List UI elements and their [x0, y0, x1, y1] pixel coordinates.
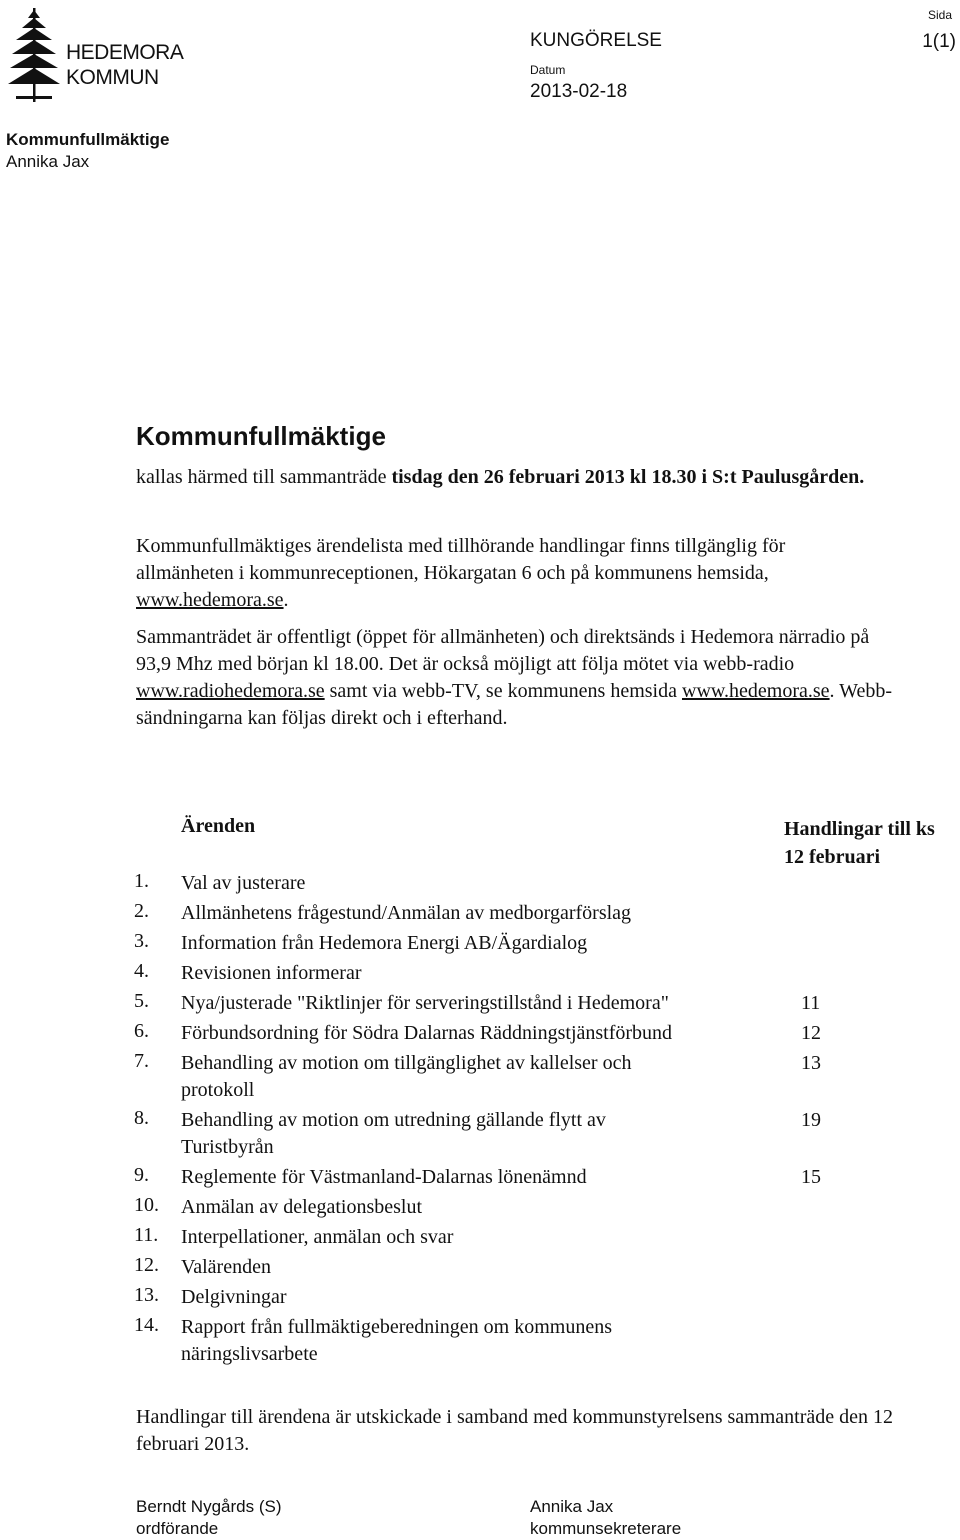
- item-ref: [801, 960, 851, 987]
- item-text: Revisionen informerar: [181, 962, 362, 984]
- list-item: [134, 1314, 854, 1368]
- list-item: [134, 900, 854, 927]
- item-text: Nya/justerade "Riktlinjer för serveringstillstånd i Hedemora": [181, 992, 669, 1014]
- list-item: [134, 1164, 854, 1191]
- broadcast-text-c: . Webb-sändningarna kan följas direkt och i efterhand.: [136, 680, 892, 729]
- list-item: [134, 870, 854, 897]
- org-name: [66, 40, 183, 90]
- broadcast-paragraph: [136, 624, 896, 732]
- item-number: 2.: [134, 900, 149, 922]
- item-text: Val av justerare: [181, 872, 306, 894]
- author: Annika Jax: [6, 152, 90, 171]
- closing-note: Handlingar till ärendena är utskickade i samband med kommunstyrelsens sammanträde den 12 februari 2013.: [136, 1406, 894, 1455]
- secretary-name: Annika Jax: [530, 1497, 614, 1516]
- item-text: Behandling av motion om tillgänglighet av kallelser och protokoll: [181, 1052, 632, 1101]
- website-link-2[interactable]: www.hedemora.se: [682, 680, 830, 702]
- list-item: [134, 1224, 854, 1251]
- item-text: Behandling av motion om utredning gällande flytt av Turistbyrån: [181, 1109, 606, 1158]
- tree-logo-icon: [6, 4, 62, 104]
- page-label: Sida: [927, 8, 952, 22]
- list-item: [134, 1020, 854, 1047]
- page-number: 1(1): [922, 31, 956, 52]
- invitation-text: kallas härmed till sammanträde: [136, 466, 392, 488]
- list-item: [134, 990, 854, 1017]
- item-ref: 13: [801, 1052, 821, 1074]
- broadcast-text-a: Sammanträdet är offentligt (öppet för allmänheten) och direktsänds i Hedemora närradio på 93,9 Mhz med början kl 18.00. Det är också möjligt att följa mötet via webb-radio: [136, 626, 870, 675]
- item-text: Delgivningar: [181, 1286, 287, 1308]
- list-item: [134, 1254, 854, 1281]
- chair-role: ordförande: [136, 1519, 219, 1538]
- item-number: 8.: [134, 1107, 149, 1129]
- availability-text: Kommunfullmäktiges ärendelista med tillhörande handlingar finns tillgänglig för allmänheten i kommunreceptionen, Hökargatan 6 och på kommunens hemsida,: [136, 535, 786, 584]
- availability-paragraph: [136, 533, 856, 614]
- item-number: 13.: [134, 1284, 159, 1306]
- date-label: Datum: [530, 63, 566, 77]
- item-number: 3.: [134, 930, 149, 952]
- item-ref: 19: [801, 1109, 821, 1131]
- list-item: [134, 1194, 854, 1221]
- availability-end: .: [283, 589, 289, 611]
- item-ref: [801, 930, 851, 957]
- department: Kommunfullmäktige: [6, 130, 170, 149]
- item-number: 7.: [134, 1050, 149, 1072]
- item-text: Anmälan av delegationsbeslut: [181, 1196, 423, 1218]
- item-ref: [801, 1224, 851, 1251]
- secretary-role: kommunsekreterare: [530, 1519, 682, 1538]
- item-ref: [801, 1254, 851, 1281]
- list-item: [134, 1050, 854, 1104]
- agenda-heading: Ärenden: [181, 815, 256, 837]
- chair-name: Berndt Nygårds (S): [136, 1497, 282, 1516]
- item-ref: [801, 870, 851, 897]
- item-number: 14.: [134, 1314, 159, 1336]
- agenda-list: [134, 870, 854, 1371]
- documents-heading: Handlingar till ks 12 februari: [784, 818, 935, 868]
- org-name-line2: KOMMUN: [66, 66, 159, 89]
- website-link[interactable]: www.hedemora.se: [136, 589, 284, 611]
- item-number: 5.: [134, 990, 149, 1012]
- item-text: Reglemente för Västmanland-Dalarnas lönenämnd: [181, 1166, 587, 1188]
- item-text: Allmänhetens frågestund/Anmälan av medborgarförslag: [181, 902, 632, 924]
- item-ref: 11: [801, 992, 821, 1014]
- invitation-paragraph: [136, 465, 916, 489]
- item-ref: 15: [801, 1166, 821, 1188]
- item-number: 9.: [134, 1164, 149, 1186]
- org-name-line1: HEDEMORA: [66, 41, 184, 64]
- document-type: KUNGÖRELSE: [530, 30, 662, 51]
- item-number: 1.: [134, 870, 149, 892]
- item-number: 4.: [134, 960, 149, 982]
- item-ref: 12: [801, 1022, 821, 1044]
- radio-link[interactable]: www.radiohedemora.se: [136, 680, 325, 702]
- item-ref: [801, 1194, 851, 1221]
- list-item: [134, 1107, 854, 1161]
- date-value: 2013-02-18: [530, 81, 628, 102]
- list-item: [134, 960, 854, 987]
- meeting-time-place: tisdag den 26 februari 2013 kl 18.30 i S:t Paulusgården.: [391, 466, 865, 488]
- list-item: [134, 930, 854, 957]
- item-number: 11.: [134, 1224, 159, 1246]
- list-item: [134, 1284, 854, 1311]
- broadcast-text-b: samt via webb-TV, se kommunens hemsida: [324, 680, 682, 702]
- item-text: Valärenden: [181, 1256, 271, 1278]
- item-text: Förbundsordning för Södra Dalarnas Räddningstjänstförbund: [181, 1022, 673, 1044]
- item-ref: [801, 1314, 851, 1368]
- item-number: 12.: [134, 1254, 159, 1276]
- item-ref: [801, 1284, 851, 1311]
- item-number: 10.: [134, 1194, 159, 1216]
- item-text: Information från Hedemora Energi AB/Ägardialog: [181, 932, 588, 954]
- item-number: 6.: [134, 1020, 149, 1042]
- page-title: Kommunfullmäktige: [136, 421, 386, 451]
- item-ref: [801, 900, 851, 927]
- item-text: Rapport från fullmäktigeberedningen om kommunens näringslivsarbete: [181, 1316, 613, 1365]
- item-text: Interpellationer, anmälan och svar: [181, 1226, 454, 1248]
